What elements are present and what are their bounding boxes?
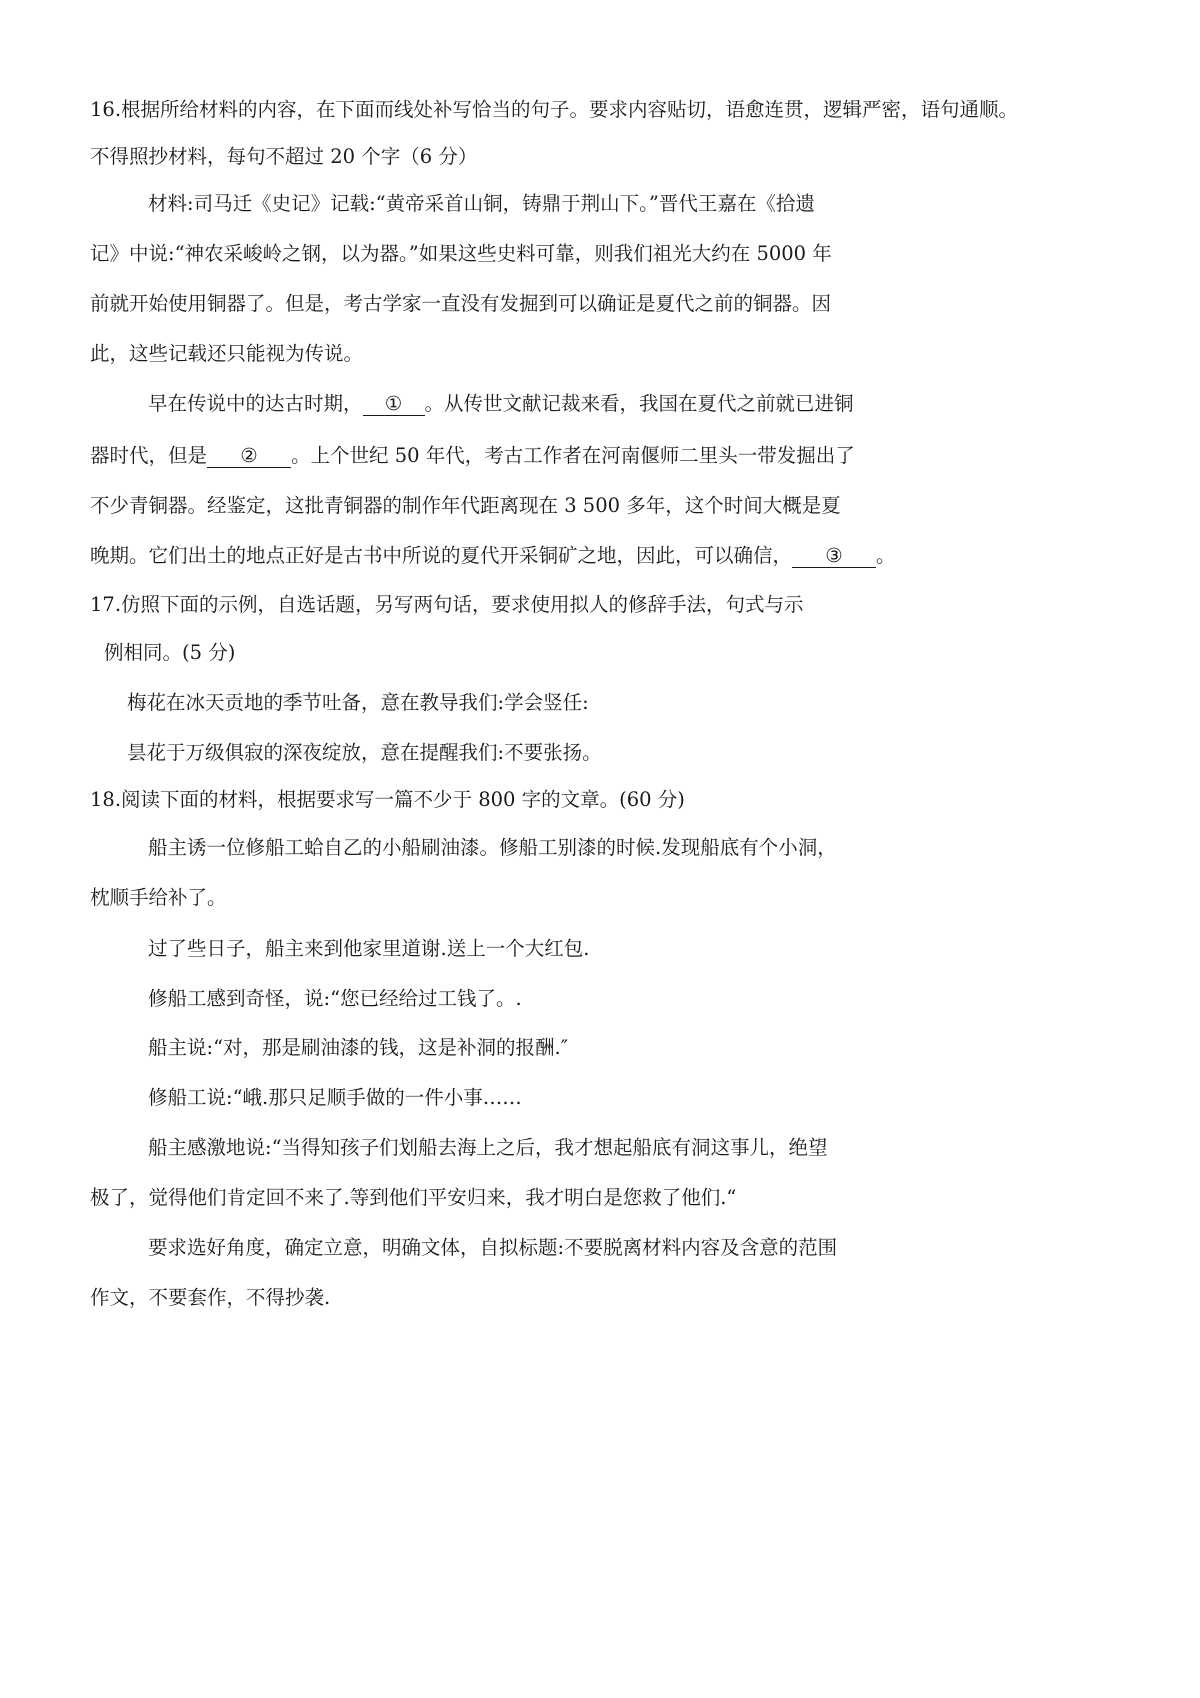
q16-material-line3: 前就开始使用铜器了。但是，考古学家一直没有发掘到可以确证是夏代之前的铜器。因	[90, 292, 832, 315]
q17-example1: 梅花在冰天贡地的季节吐备，意在教导我们:学会竖任:	[127, 691, 589, 714]
q16-para2-line3: 不少青铜器。经鉴定，这批青铜器的制作年代距离现在 3 500 多年，这个时间大概是夏	[90, 494, 841, 517]
q17-prompt-line1: 17.仿照下面的示例，自选话题，另写两句话，要求使用拟人的修辞手法，句式与示	[90, 593, 804, 616]
q18-para1-line1: 船主诱一位修船工蛤自乙的小船刷油漆。修船工别漆的时候.发现船底有个小洞，	[148, 836, 837, 859]
q18-para6-line2: 极了，觉得他们肯定回不来了.等到他们平安归来，我才明白是您救了他们.“	[90, 1186, 737, 1209]
q18-para2: 过了些日子，船主来到他家里道谢.送上一个大红包.	[148, 937, 590, 960]
blank-1[interactable]: ①	[363, 394, 425, 416]
q18-requirement-line2: 作文，不要套作，不得抄袭.	[90, 1286, 331, 1309]
q16-material-line2: 记》中说:“神农采峻岭之钢，以为器。”如果这些史料可靠，则我们祖光大约在 5000 年	[90, 242, 832, 265]
q17-prompt-line2: 例相同。(5 分)	[104, 641, 236, 664]
q16-para2-line1	[148, 394, 854, 416]
q16-para2-line2-text-a: 器时代，但是	[90, 444, 208, 467]
blank-2[interactable]: ②	[207, 446, 291, 468]
q16-prompt-line2: 不得照抄材料，每句不超过 20 个字（6 分）	[90, 145, 478, 168]
q16-para2-line2	[90, 446, 855, 468]
q18-para5: 修船工说:“峨.那只足顺手做的一件小事……	[148, 1086, 522, 1109]
q18-prompt: 18.阅读下面的材料，根据要求写一篇不少于 800 字的文章。(60 分)	[90, 788, 685, 811]
q18-para6-line1: 船主感激地说:“当得知孩子们划船去海上之后，我才想起船底有洞这事儿，绝望	[148, 1136, 828, 1159]
q18-para1-line2: 枕顺手给补了。	[90, 886, 227, 909]
q18-para3: 修船工感到奇怪，说:“您已经给过工钱了。.	[148, 987, 522, 1010]
q16-para2-line4	[90, 546, 896, 568]
q18-requirement-line1: 要求选好角度，确定立意，明确文体，自拟标题:不要脱离材料内容及含意的范围	[148, 1236, 838, 1259]
q16-para2-line2-text-b: 。上个世纪 50 年代，考古工作者在河南偃师二里头一带发掘出了	[291, 444, 855, 467]
q16-prompt-line1: 16.根据所给材料的内容，在下面而线处补写恰当的句子。要求内容贴切，语愈连贯，逻辑严密，语句通顺。	[90, 98, 1019, 121]
q16-material-line1: 材料:司马迁《史记》记载:“黄帝采首山铜，铸鼎于荆山下。”晋代王嘉在《拾遗	[148, 192, 815, 215]
blank-3[interactable]: ③	[792, 546, 876, 568]
q16-material-line4: 此，这些记载还只能视为传说。	[90, 342, 364, 365]
q16-para2-line4-text-b: 。	[876, 544, 896, 567]
q16-para2-line1-text-b: 。从传世文献记裁来看，我国在夏代之前就已进铜	[424, 392, 854, 415]
q17-example2: 昙花于万级俱寂的深夜绽放，意在提醒我们:不要张扬。	[127, 741, 602, 764]
q18-para4: 船主说:“对，那是刷油漆的钱，这是补洞的报酬.″	[148, 1036, 569, 1059]
q16-para2-line4-text-a: 晚期。它们出土的地点正好是古书中所说的夏代开采铜矿之地，因此，可以确信，	[90, 544, 793, 567]
q16-para2-line1-text-a: 早在传说中的达古时期，	[148, 392, 363, 415]
